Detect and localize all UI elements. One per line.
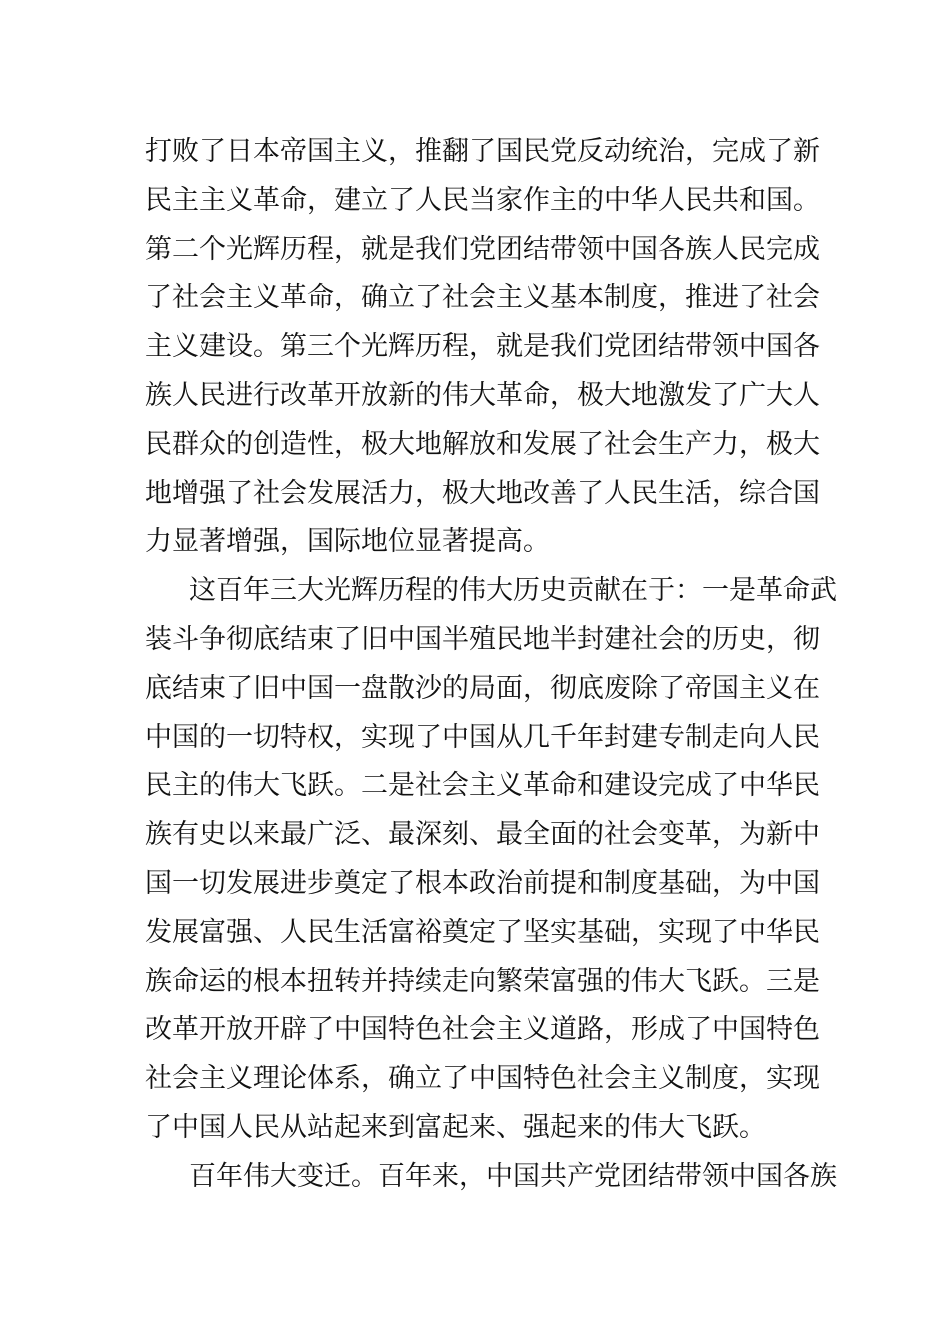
text-line: 打败了日本帝国主义，推翻了国民党反动统治，完成了新: [145, 136, 820, 167]
text-line: 这百年三大光辉历程的伟大历史贡献在于：一是革命武: [189, 575, 837, 607]
text-line: 族有史以来最广泛、最深刻、最全面的社会变革，为新中: [145, 819, 820, 851]
text-line: 民主的伟大飞跃。二是社会主义革命和建设完成了中华民: [145, 770, 820, 802]
text-line: 族命运的根本扭转并持续走向繁荣富强的伟大飞跃。三是: [145, 965, 820, 997]
text-line: 国一切发展进步奠定了根本政治前提和制度基础，为中国: [145, 867, 820, 899]
text-line: 主义建设。第三个光辉历程，就是我们党团结带领中国各: [145, 331, 820, 363]
text-line: 改革开放开辟了中国特色社会主义道路，形成了中国特色: [145, 1014, 820, 1046]
text-line: 底结束了旧中国一盘散沙的局面，彻底废除了帝国主义在: [145, 672, 820, 704]
body-text: [145, 128, 837, 1202]
text-line: 中国的一切特权，实现了中国从几千年封建专制走向人民: [145, 721, 820, 753]
text-line: 了社会主义革命，确立了社会主义基本制度，推进了社会: [145, 282, 820, 314]
text-line: 了中国人民从站起来到富起来、强起来的伟大飞跃。: [145, 1111, 766, 1143]
text-line: 百年伟大变迁。百年来，中国共产党团结带领中国各族: [189, 1160, 837, 1192]
text-line: 第二个光辉历程，就是我们党团结带领中国各族人民完成: [145, 233, 820, 265]
text-line: 装斗争彻底结束了旧中国半殖民地半封建社会的历史，彻: [145, 623, 820, 655]
text-line: 族人民进行改革开放新的伟大革命，极大地激发了广大人: [145, 379, 820, 411]
text-line: 社会主义理论体系，确立了中国特色社会主义制度，实现: [145, 1063, 820, 1095]
text-line: 民主主义革命，建立了人民当家作主的中华人民共和国。: [145, 184, 820, 216]
text-line: 力显著增强，国际地位显著提高。: [145, 526, 550, 558]
text-line: 民群众的创造性，极大地解放和发展了社会生产力，极大: [145, 428, 820, 460]
text-line: 地增强了社会发展活力，极大地改善了人民生活，综合国: [145, 477, 820, 509]
text-line: 发展富强、人民生活富裕奠定了坚实基础，实现了中华民: [145, 916, 820, 948]
